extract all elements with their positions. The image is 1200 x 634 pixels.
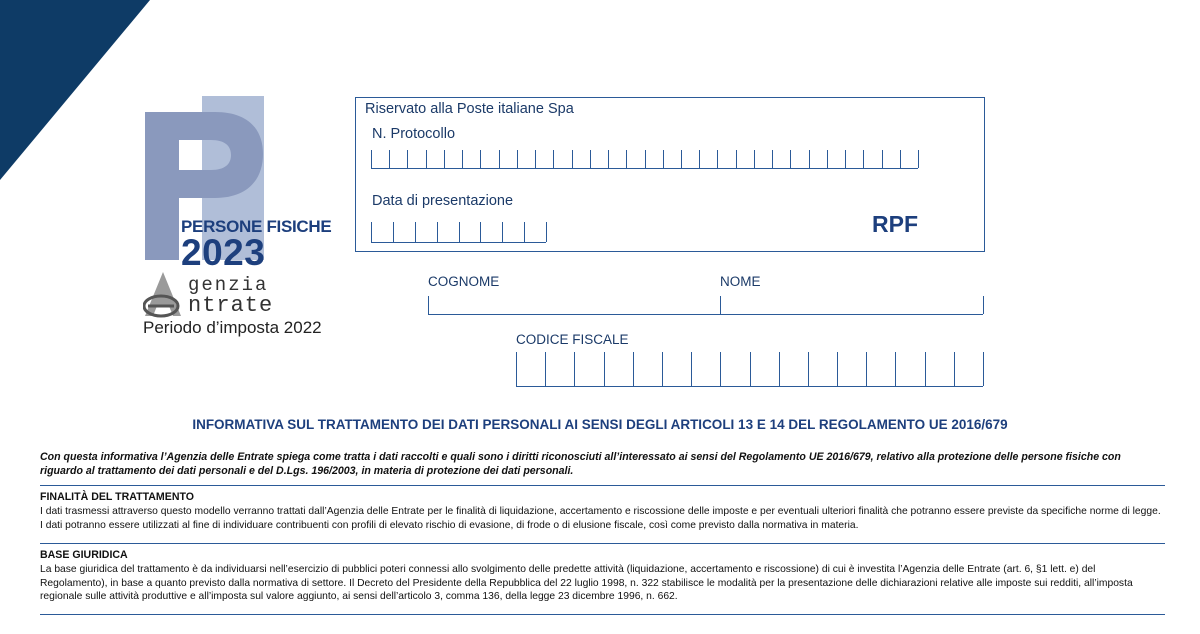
field-cell-divider (502, 222, 503, 242)
surname-name-field[interactable] (428, 296, 983, 315)
corner-decoration (0, 0, 150, 180)
field-cell-divider (574, 352, 575, 386)
field-cell-divider (720, 296, 721, 314)
notice-title: INFORMATIVA SUL TRATTAMENTO DEI DATI PERSONALI AI SENSI DEGLI ARTICOLI 13 E 14 DEL REGOLAMENTO UE 2016/679 (192, 417, 1008, 432)
presentation-date-field[interactable] (371, 222, 546, 243)
field-cell-divider (604, 352, 605, 386)
date-label: Data di presentazione (372, 193, 514, 209)
divider (40, 614, 1165, 615)
field-cell-divider (663, 150, 664, 168)
field-cell-divider (754, 150, 755, 168)
field-cell-divider (462, 150, 463, 168)
section-body-purpose: I dati trasmessi attraverso questo modello verranno trattati dall’Agenzia delle Entrate per le finalità di liquidazione, accertamento e riscossione delle imposte e per eventuali ulteriori finalità che potranno essere previste da specifiche norme di legge. I dati potranno essere utilizzati al fine di individuare contribuenti con profili di elevato rischio di evasione, di frode o di elusione fiscale, così come previsto dalla normativa in materia. (40, 506, 1161, 531)
field-cell-divider (681, 150, 682, 168)
field-cell-divider (426, 150, 427, 168)
protocol-number-field[interactable] (371, 150, 918, 169)
model-code: RPF (872, 211, 918, 237)
tax-code-label: CODICE FISCALE (516, 332, 629, 347)
surname-label: COGNOME (428, 274, 500, 289)
field-cell-divider (633, 352, 634, 386)
field-cell-divider (393, 222, 394, 242)
field-cell-divider (779, 352, 780, 386)
field-cell-divider (772, 150, 773, 168)
divider (40, 543, 1165, 544)
field-cell-divider (808, 352, 809, 386)
field-cell-divider (809, 150, 810, 168)
field-cell-divider (524, 222, 525, 242)
field-cell-divider (517, 150, 518, 168)
field-cell-divider (499, 150, 500, 168)
field-cell-divider (717, 150, 718, 168)
field-cell-divider (983, 296, 984, 314)
field-cell-divider (918, 150, 919, 168)
field-cell-divider (444, 150, 445, 168)
logo-year: 2023 (181, 232, 266, 273)
field-cell-divider (750, 352, 751, 386)
field-cell-divider (790, 150, 791, 168)
field-cell-divider (535, 150, 536, 168)
field-cell-divider (546, 222, 547, 242)
field-cell-divider (699, 150, 700, 168)
field-cell-divider (572, 150, 573, 168)
field-cell-divider (516, 352, 517, 386)
field-cell-divider (863, 150, 864, 168)
field-cell-divider (407, 150, 408, 168)
divider (40, 485, 1165, 486)
section-heading-purpose: FINALITÀ DEL TRATTAMENTO (40, 491, 194, 503)
field-cell-divider (662, 352, 663, 386)
field-cell-divider (428, 296, 429, 314)
field-cell-divider (691, 352, 692, 386)
field-cell-divider (925, 352, 926, 386)
field-cell-divider (845, 150, 846, 168)
field-cell-divider (480, 222, 481, 242)
field-cell-divider (437, 222, 438, 242)
field-cell-divider (827, 150, 828, 168)
field-cell-divider (553, 150, 554, 168)
field-cell-divider (866, 352, 867, 386)
tax-period: Periodo d’imposta 2022 (143, 318, 322, 337)
notice-intro: Con questa informativa l’Agenzia delle Entrate spiega come tratta i dati raccolti e quali sono i diritti riconosciuti all’interessato ai sensi del Regolamento UE 2016/679, relativo alla protezione delle persone fisiche con riguardo al trattamento dei dati personali e del D.Lgs. 196/2003, in materia di protezione dei dati personali. (40, 451, 1121, 477)
section-body-legal-basis: La base giuridica del trattamento è da individuarsi nell’esercizio di pubblici poteri connessi allo svolgimento delle predette attività (liquidazione, accertamento e riscossione) di cui è investita l’Agenzia delle Entrate (art. 6, §1 lett. e) del Regolamento), in base a quanto previsto dalla normativa di settore. Il Decreto del Presidente della Repubblica del 22 luglio 1998, n. 322 stabilisce le modalità per la presentazione delle dichiarazioni relative alle imposte sui redditi, all’imposta regionale sulle attività produttive e all’imposta sul valore aggiunto, ai sensi dell’articolo 3, comma 136, della legge 23 dicembre 1996, n. 662. (40, 564, 1133, 602)
field-cell-divider (459, 222, 460, 242)
field-cell-divider (720, 352, 721, 386)
field-cell-divider (736, 150, 737, 168)
field-cell-divider (895, 352, 896, 386)
field-cell-divider (608, 150, 609, 168)
field-cell-divider (837, 352, 838, 386)
field-cell-divider (590, 150, 591, 168)
logo-label: PERSONE FISICHE (181, 217, 332, 236)
section-heading-legal-basis: BASE GIURIDICA (40, 549, 128, 561)
field-cell-divider (626, 150, 627, 168)
field-cell-divider (371, 222, 372, 242)
agency-name-line1: genzia (188, 274, 269, 296)
tax-code-field[interactable] (516, 352, 983, 387)
field-cell-divider (480, 150, 481, 168)
agenzia-entrate-mark-icon (143, 270, 183, 318)
field-cell-divider (954, 352, 955, 386)
agency-name-line2: ntrate (188, 293, 274, 318)
field-cell-divider (415, 222, 416, 242)
field-cell-divider (882, 150, 883, 168)
reserved-title: Riservato alla Poste italiane Spa (365, 101, 574, 117)
protocol-label: N. Protocollo (372, 126, 456, 142)
field-cell-divider (645, 150, 646, 168)
field-cell-divider (545, 352, 546, 386)
field-cell-divider (389, 150, 390, 168)
name-label: NOME (720, 274, 761, 289)
field-cell-divider (900, 150, 901, 168)
field-cell-divider (983, 352, 984, 386)
field-cell-divider (371, 150, 372, 168)
